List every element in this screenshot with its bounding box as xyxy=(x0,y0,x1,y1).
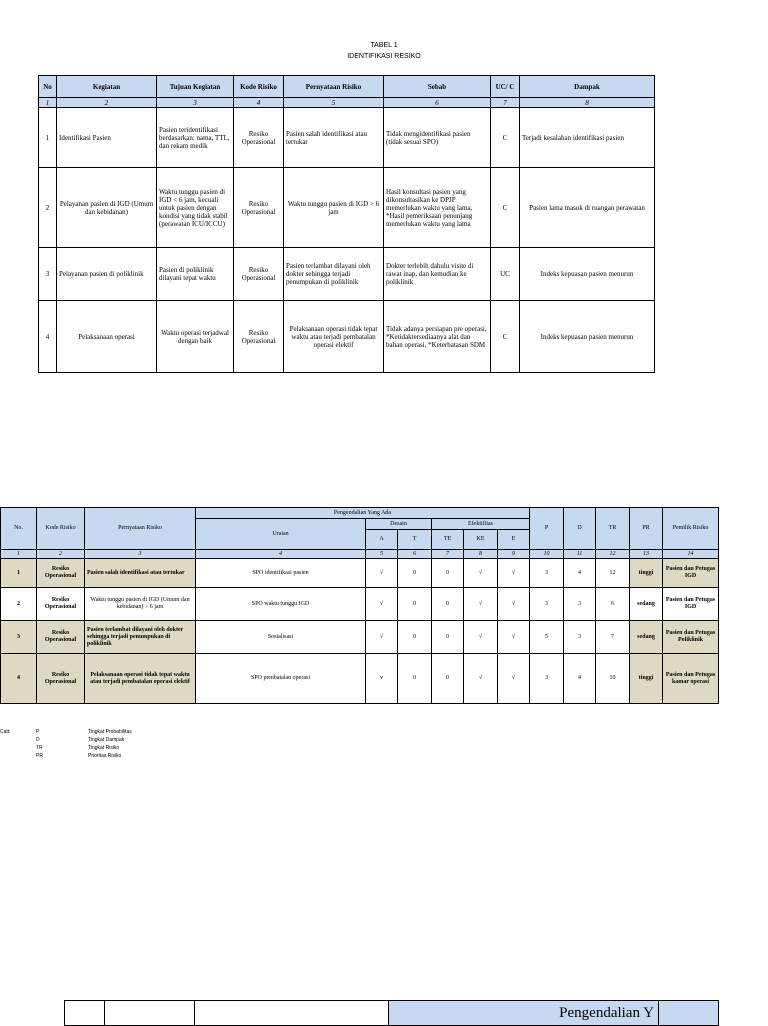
cell-te: 0 xyxy=(432,559,464,588)
cell-ucc: C xyxy=(491,168,520,248)
cell-dampak: Indeks kepuasan pasien menurun xyxy=(520,248,655,301)
cell-tr: 6 xyxy=(596,588,630,621)
cell-t: 0 xyxy=(398,559,432,588)
cell-te: 0 xyxy=(432,654,464,704)
cell-pernyataan: Pasien terlambat dilayani oleh dokter sehingga terjadi penumpukan di poliklinik xyxy=(85,621,196,654)
cell-pemilik: Pasien dan Petugas kamar operasi xyxy=(663,654,719,704)
col-number: 2 xyxy=(37,550,85,559)
cell-pernyataan: Pelaksanaan operasi tidak tepat waktu atau terjadi pembatalan operasi elektif xyxy=(284,301,384,373)
cell-no: 4 xyxy=(39,301,57,373)
col-number: 4 xyxy=(234,98,284,108)
cell-e: √ xyxy=(498,588,530,621)
cell-d: 4 xyxy=(564,654,596,704)
cell-kode: Resiko Operasional xyxy=(37,588,85,621)
cell-e: √ xyxy=(498,621,530,654)
column-numbers-row xyxy=(1,550,719,559)
next-table-partial xyxy=(64,1000,719,1026)
cell-tujuan: Waktu tunggu pasien di IGD < 6 jam, kecuali untuk pasien dengan kondisi yang tidak stabil (perawatan ICU/ICCU) xyxy=(157,168,234,248)
col-number: 11 xyxy=(564,550,596,559)
col-header-sebab: Sebab xyxy=(384,76,491,98)
col-header-tujuan: Tujuan Kegiatan xyxy=(157,76,234,98)
cell-sebab: Dokter terlebih dahulu visite di rawat inap, dan kemudian ke poliklinik xyxy=(384,248,491,301)
cell-a: v xyxy=(366,654,398,704)
note-code: PR xyxy=(36,753,43,759)
col-header-t: T xyxy=(398,530,432,550)
col-header-d: D xyxy=(564,508,596,550)
cell-tujuan: Waktu operasi terjadwal dengan baik xyxy=(157,301,234,373)
cell-pemilik: Pasien dan Petugas Poliklinik xyxy=(663,621,719,654)
cell-a: √ xyxy=(366,621,398,654)
cell-pemilik: Pasien dan Petugas IGD xyxy=(663,588,719,621)
cell-no: 3 xyxy=(1,621,37,654)
cell-pr: tinggi xyxy=(630,654,663,704)
col-header-ucc: UC/ C xyxy=(491,76,520,98)
note-desc: Prioritas Risiko xyxy=(88,753,122,759)
cell-kode: Resiko Operasional xyxy=(234,168,284,248)
cell-uraian: SPO pembatalan operasi xyxy=(196,654,366,704)
cell-ke: √ xyxy=(464,559,498,588)
cell-pernyataan: Waktu tunggu pasien di IGD > 6 jam xyxy=(284,168,384,248)
cell-ke: √ xyxy=(464,654,498,704)
col-number: 8 xyxy=(464,550,498,559)
col-header-pr: PR xyxy=(630,508,663,550)
cell-pr: sedang xyxy=(630,621,663,654)
col-header-kode: Kode Risiko xyxy=(37,508,85,550)
cell-kegiatan: Pelayanan pasien di poliklinik xyxy=(57,248,157,301)
cell-pernyataan: Pelaksanaan operasi tidak tepat waktu atau terjadi pembatalan operasi elektif xyxy=(85,654,196,704)
col-header-dampak: Dampak xyxy=(520,76,655,98)
col-number: 6 xyxy=(398,550,432,559)
col-number: 4 xyxy=(196,550,366,559)
cell-a: √ xyxy=(366,559,398,588)
note-desc: Tingkat Probabilitas xyxy=(88,729,132,735)
col-number: 1 xyxy=(1,550,37,559)
cell-pernyataan: Pasien salah identifikasi atau tertukar xyxy=(284,108,384,168)
col-number: 8 xyxy=(520,98,655,108)
table-row xyxy=(39,108,655,168)
cell-kegiatan: Pelaksanaan operasi xyxy=(57,301,157,373)
cell-kegiatan: Identifikasi Pasien xyxy=(57,108,157,168)
col-header-ke: KE xyxy=(464,530,498,550)
cell-pernyataan: Pasien salah identifikasi atau tertukar xyxy=(85,559,196,588)
col-number: 3 xyxy=(85,550,196,559)
risk-identification-table xyxy=(38,75,655,373)
cell-dampak: Pasien lama masuk di ruangan perawatan xyxy=(520,168,655,248)
cell-t: 0 xyxy=(398,621,432,654)
cell-p: 3 xyxy=(530,654,564,704)
table-row xyxy=(39,248,655,301)
cell-pernyataan: Pasien terlambat dilayani oleh dokter sehingga terjadi penumpukan di poliklinik xyxy=(284,248,384,301)
cell-uraian: SPO identifikasi pasien xyxy=(196,559,366,588)
cell-d: 3 xyxy=(564,621,596,654)
cell-kode: Resiko Operasional xyxy=(37,621,85,654)
col-number: 9 xyxy=(498,550,530,559)
col-number: 7 xyxy=(491,98,520,108)
cell-no: 4 xyxy=(1,654,37,704)
col-header-tr: TR xyxy=(596,508,630,550)
col-number: 12 xyxy=(596,550,630,559)
cell-ke: √ xyxy=(464,621,498,654)
risk-control-table xyxy=(0,507,719,704)
col-header-te: TE xyxy=(432,530,464,550)
table-title: TABEL 1 xyxy=(370,42,398,49)
cell-tr: 10 xyxy=(596,654,630,704)
table-row xyxy=(1,588,719,621)
table-row xyxy=(1,559,719,588)
cell-sebab: Tidak adanya persiapan pre operasi, *Ketidaktersediaanya alat dan bahan operasi, *Keterbatasan SDM xyxy=(384,301,491,373)
cell-uraian: Sosialisasi xyxy=(196,621,366,654)
cell-no: 3 xyxy=(39,248,57,301)
col-number: 2 xyxy=(57,98,157,108)
cell-pr: tinggi xyxy=(630,559,663,588)
col-header-pengendalian: Pengendalian Yang Ada xyxy=(196,508,530,519)
note-desc: Tingkat Risiko xyxy=(88,745,120,751)
cell-ucc: C xyxy=(491,301,520,373)
cell-no: 2 xyxy=(39,168,57,248)
cell-tr: 12 xyxy=(596,559,630,588)
cell-ke: √ xyxy=(464,588,498,621)
note-code: P xyxy=(36,729,40,735)
col-header-pernyataan: Pernyataan Risiko xyxy=(284,76,384,98)
cell-kode: Resiko Operasional xyxy=(37,559,85,588)
col-number: 1 xyxy=(39,98,57,108)
col-number: 5 xyxy=(284,98,384,108)
cell-sebab: Tidak mengidentifikasi pasien (tidak sesuai SPO) xyxy=(384,108,491,168)
cell-t: 0 xyxy=(398,654,432,704)
col-number: 6 xyxy=(384,98,491,108)
col-number: 13 xyxy=(630,550,663,559)
cell-p: 3 xyxy=(530,588,564,621)
col-header-pemilik: Pemilik Risiko xyxy=(663,508,719,550)
cell-pemilik: Pasien dan Petugas IGD xyxy=(663,559,719,588)
col-number: 14 xyxy=(663,550,719,559)
cell-d: 4 xyxy=(564,559,596,588)
cell-tr: 7 xyxy=(596,621,630,654)
table-row xyxy=(39,301,655,373)
cell-no: 1 xyxy=(1,559,37,588)
table-row xyxy=(1,654,719,704)
cell-te: 0 xyxy=(432,621,464,654)
cell-a: √ xyxy=(366,588,398,621)
cell-dampak: Indeks kepuasan pasien menurun xyxy=(520,301,655,373)
cell-no: 2 xyxy=(1,588,37,621)
cell-uraian: SPO waktu tunggu IGD xyxy=(196,588,366,621)
cell-t: 0 xyxy=(398,588,432,621)
table-row xyxy=(1,621,719,654)
col-header-p: P xyxy=(530,508,564,550)
cell-kode: Resiko Operasional xyxy=(234,301,284,373)
cell-sebab: Hasil konsultasi pasien yang dikonsultasikan ke DPJP memerlukan waktu yang lama, *Hasil pemeriksaan penunjang memerlukan waktu yang lama xyxy=(384,168,491,248)
cell-tujuan: Pasien teridentifikasi berdasarkan: nama, TTL, dan rekam medik xyxy=(157,108,234,168)
cell-e: √ xyxy=(498,654,530,704)
column-numbers-row xyxy=(39,98,655,108)
cell-ucc: C xyxy=(491,108,520,168)
cell-d: 3 xyxy=(564,588,596,621)
notes-label: Catt: xyxy=(0,729,11,735)
cell-kode: Resiko Operasional xyxy=(234,248,284,301)
col-header-no: No. xyxy=(1,508,37,550)
note-code: D xyxy=(36,737,40,743)
col-header-kode: Kode Risiko xyxy=(234,76,284,98)
cell-tujuan: Pasien di poliklinik dilayani tepat waktu xyxy=(157,248,234,301)
col-number: 3 xyxy=(157,98,234,108)
cell-kode: Resiko Operasional xyxy=(37,654,85,704)
col-header-no: No xyxy=(39,76,57,98)
col-header-efektifitas: Efektifitas xyxy=(432,519,530,530)
note-code: TR xyxy=(36,745,43,751)
table-row xyxy=(39,168,655,248)
cell-pr: sedang xyxy=(630,588,663,621)
note-desc: Tingkat Dampak xyxy=(88,737,125,743)
col-header-a: A xyxy=(366,530,398,550)
cell-no: 1 xyxy=(39,108,57,168)
cell-pernyataan: Waktu tunggu pasien di IGD (Umum dan kebidanan) > 6 jam xyxy=(85,588,196,621)
col-number: 7 xyxy=(432,550,464,559)
cell-p: 3 xyxy=(530,559,564,588)
col-number: 5 xyxy=(366,550,398,559)
legend-notes xyxy=(0,728,132,760)
cell-kode: Resiko Operasional xyxy=(234,108,284,168)
cell-e: √ xyxy=(498,559,530,588)
col-header-pernyataan: Pernyataan Risiko xyxy=(85,508,196,550)
cell-dampak: Terjadi kesalahan identifikasi pasien xyxy=(520,108,655,168)
cell-p: 5 xyxy=(530,621,564,654)
cell-ucc: UC xyxy=(491,248,520,301)
col-header-desain: Desain xyxy=(366,519,432,530)
col-header-e: E xyxy=(498,530,530,550)
table-subtitle: IDENTIFIKASI RESIKO xyxy=(347,53,421,60)
col-header-uraian: Uraian xyxy=(196,519,366,550)
col-number: 10 xyxy=(530,550,564,559)
cell-te: 0 xyxy=(432,588,464,621)
cell-kegiatan: Pelayanan pasien di IGD (Umum dan kebidanan) xyxy=(57,168,157,248)
next-table-header: Pengendalian Y xyxy=(389,1001,659,1026)
col-header-kegiatan: Kegiatan xyxy=(57,76,157,98)
